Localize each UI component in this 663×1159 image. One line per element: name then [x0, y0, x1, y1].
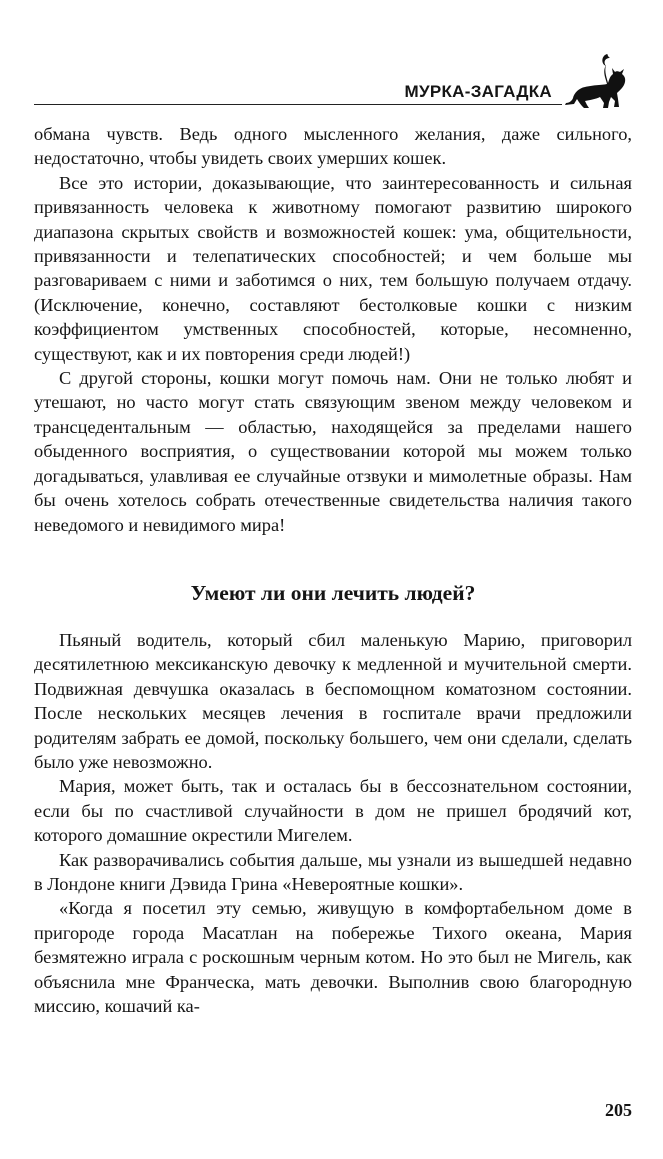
paragraph: С другой стороны, кошки могут помочь нам. Они не только любят и утешают, но часто могут стать связующим звеном между человеком и трансцедентальным — областью, находящейся за пределами нашего обыденного восприятия, о существовании которой мы можем только догадываться, улавливая ее случайные отзвуки и мимолетные образы. Нам бы очень хотелось собрать отечественные свидетельства наличия такого неведомого и невидимого мира! [34, 368, 632, 535]
section-heading: Умеют ли они лечить людей? [190, 580, 476, 605]
paragraph: Все это истории, доказывающие, что заинтересованность и сильная привязанность человека к животному помогают развитию широкого диапазона скрытых свойств и возможностей кошек: ума, общительности, привязанности и телепатических способностей; и чем больше мы разговариваем с ними и заботимся о них, тем большую получаем отдачу. (Исключение, конечно, составляют бестолковые кошки с низким коэффициентом умственных способностей, которые, несомненно, существуют, как и их повторения среди людей!) [34, 172, 632, 364]
paragraph: Мария, может быть, так и осталась бы в бессознательном состоянии, если бы по счастливой случайности в дом не пришел бродячий кот, которого домашние окрестили Мигелем. [34, 776, 632, 846]
paragraph: обмана чувств. Ведь одного мысленного желания, даже сильного, недостаточно, чтобы увидеть своих умерших кошек. [34, 124, 632, 169]
running-header-title: МУРКА-ЗАГАДКА [404, 82, 552, 101]
running-header [34, 52, 632, 110]
paragraph: Пьяный водитель, который сбил маленькую Марию, приговорил десятилетнюю мексиканскую девочку к медленной и мучительной смерти. Подвижная девчушка оказалась в беспомощном коматозном состоянии. После нескольких месяцев лечения в госпитале врачи предложили родителям забрать ее домой, поскольку большего, чем они сделали, сделать было уже невозможно. [34, 629, 632, 772]
paragraph: «Когда я посетил эту семью, живущую в комфортабельном доме в пригороде города Масатлан на побережье Тихого океана, Мария безмятежно играла с роскошным черным котом. Но это был не Мигель, как объяснила мне Франческа, мать девочки. Выполнив свою благородную миссию, кошачий ка- [34, 898, 632, 1016]
paragraph: Как разворачивались события дальше, мы узнали из вышедшей недавно в Лондоне книги Дэвида Грина «Невероятные кошки». [34, 849, 632, 894]
header-rule [34, 104, 562, 105]
page-number: 205 [605, 1100, 632, 1120]
black-cat-icon [560, 52, 630, 110]
page-text [34, 122, 632, 1018]
